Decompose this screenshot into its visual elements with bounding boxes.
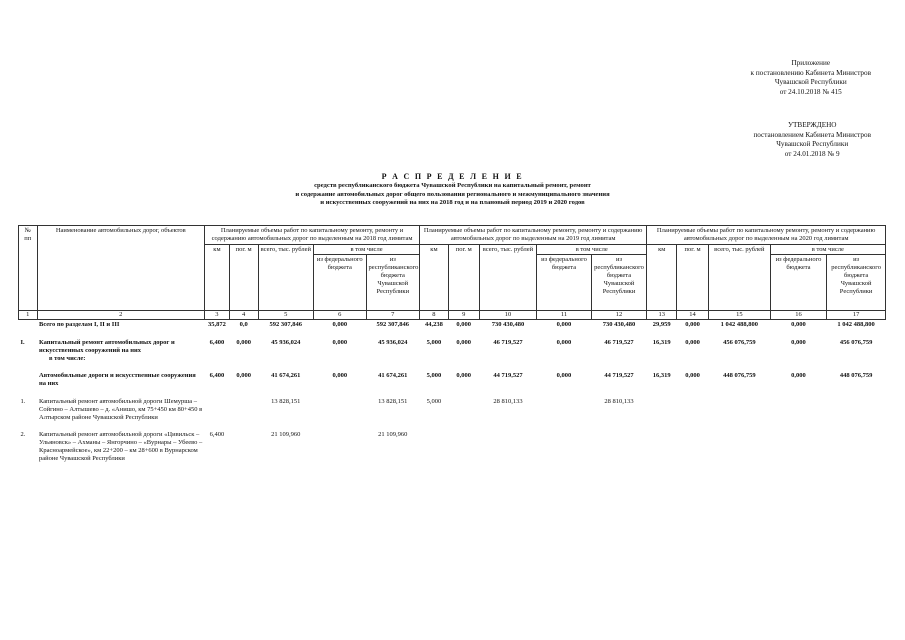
cell-value [647, 430, 677, 463]
row-name: Всего по разделам I, II и III [39, 321, 120, 329]
header-federal-2018: из федерального бюджета [314, 255, 366, 311]
table-row-roads [19, 371, 886, 389]
header-republic-2018: из республиканского бюджета Чувашской Республики [366, 255, 420, 311]
document-title: Р А С П Р Е Д Е Л Е Н И Е [381, 172, 524, 181]
cell-value: 41 674,261 [271, 372, 301, 380]
cell-value: 0,0 [239, 321, 248, 329]
cell-value: 6,400 [209, 338, 225, 346]
cell-value [677, 430, 709, 463]
header-federal-2019: из федерального бюджета [537, 255, 591, 311]
header-period-2019: Планируемые объемы работ по капитальному ремонту, ремонту и содержанию автомобильных дорог по выделенным на 2019 год лимитам [420, 226, 647, 245]
approved-block [753, 121, 871, 159]
column-number: 4 [229, 311, 258, 320]
annex-line-2: к постановлению Кабинета Министров [750, 68, 871, 77]
row-number: 1. [20, 397, 26, 405]
approved-line-2: постановлением Кабинета Министров [753, 130, 871, 139]
cell-value [229, 430, 258, 463]
row-name: Капитальный ремонт автомобильной дороги Шемурша – Сойгино – Алтышево – д. «Анишо, км 75+450 км 80+450 в Алтырском районе Чувашской Республики [39, 397, 203, 421]
cell-value: 730 430,480 [602, 321, 636, 329]
cell-value: 456 076,759 [839, 338, 873, 346]
header-total-2019: всего, тыс. рублей [479, 244, 537, 311]
column-number: 9 [448, 311, 479, 320]
table-row-section-1 [19, 338, 886, 363]
header-pm-2018: пог. м [229, 244, 258, 311]
cell-value [708, 430, 770, 463]
cell-value: 29,959 [652, 321, 671, 329]
cell-value: 5,000 [426, 372, 442, 380]
cell-value [537, 397, 591, 422]
row-number [19, 320, 38, 330]
cell-value: 448 076,759 [723, 372, 756, 380]
row-name: Капитальный ремонт автомобильных дорог и искусственных сооружений на них [39, 338, 175, 354]
cell-value: 21 109,960 [378, 431, 408, 439]
cell-value [448, 430, 479, 463]
cell-value [677, 397, 709, 422]
cell-value [537, 430, 591, 463]
annex-line-1: Приложение [791, 59, 831, 67]
table-row-item-1 [19, 397, 886, 422]
cell-value: 0,000 [685, 338, 700, 346]
cell-value [770, 430, 827, 463]
column-number: 7 [366, 311, 420, 320]
header-pm-2019: пог. м [448, 244, 479, 311]
header-no: № пп [19, 226, 38, 311]
row-number: I. [20, 338, 25, 346]
cell-value [314, 397, 366, 422]
subtitle-line-2: и содержание автомобильных дорог общего пользования регионального и межмуниципального значения [295, 190, 610, 198]
column-number: 5 [258, 311, 314, 320]
cell-value: 35,872 [207, 321, 226, 329]
cell-value: 28 810,133 [493, 397, 523, 405]
cell-value: 0,000 [685, 321, 700, 329]
column-number: 8 [420, 311, 449, 320]
cell-value: 16,319 [652, 372, 671, 380]
cell-value: 592 307,846 [269, 321, 303, 329]
approved-line-4: от 24.01.2018 № 9 [784, 149, 840, 158]
cell-value: 0,000 [556, 338, 572, 346]
cell-value: 44 719,527 [493, 372, 523, 380]
document-title-block [0, 171, 905, 208]
cell-value: 13 828,151 [378, 397, 408, 405]
cell-value: 730 430,480 [491, 321, 525, 329]
cell-value: 6,400 [209, 372, 225, 380]
row-number: 2. [20, 431, 26, 439]
header-period-2020: Планируемые объемы работ по капитальному ремонту, ремонту и содержанию автомобильных дорог по выделенным на 2020 год лимитам [647, 226, 886, 245]
column-number: 10 [479, 311, 537, 320]
row-note: в том числе: [49, 354, 86, 362]
cell-value: 0,000 [236, 372, 251, 380]
cell-value: 0,000 [236, 338, 251, 346]
approved-line-1: УТВЕРЖДЕНО [787, 121, 837, 129]
cell-value: 21 109,960 [271, 431, 301, 439]
header-including-2019: в том числе [537, 244, 647, 255]
header-period-2018: Планируемые объемы работ по капитальному ремонту, ремонту и содержанию автомобильных дорог по выделенным на 2018 год лимитам [205, 226, 420, 245]
cell-value [314, 430, 366, 463]
cell-value: 0,000 [791, 321, 806, 329]
approved-line-3: Чувашской Республики [776, 140, 849, 149]
cell-value [708, 397, 770, 422]
column-number: 11 [537, 311, 591, 320]
allocation-table [18, 225, 886, 464]
cell-value [205, 397, 230, 422]
cell-value: 1 042 488,800 [837, 321, 875, 329]
cell-value: 28 810,133 [604, 397, 634, 405]
cell-value: 13 828,151 [271, 397, 301, 405]
cell-value: 45 936,024 [378, 338, 408, 346]
subtitle-line-1: средств республиканского бюджета Чувашской Республики на капитальный ремонт, ремонт [314, 182, 591, 189]
subtitle-line-3: и искусственных сооружений на них на 2018 год и на плановый период 2019 и 2020 годов [320, 199, 585, 207]
cell-value: 0,000 [791, 372, 806, 380]
cell-value: 44 719,527 [604, 372, 634, 380]
column-number: 2 [37, 311, 205, 320]
header-including-2020: в том числе [770, 244, 885, 255]
column-number: 3 [205, 311, 230, 320]
cell-value: 0,000 [456, 321, 472, 329]
header-federal-2020: из федерального бюджета [770, 255, 827, 311]
cell-value: 41 674,261 [378, 372, 408, 380]
cell-value: 0,000 [332, 321, 348, 329]
cell-value: 16,319 [652, 338, 671, 346]
cell-value: 0,000 [456, 338, 472, 346]
cell-value: 46 719,527 [604, 338, 634, 346]
header-km-2019: км [420, 244, 449, 311]
column-numbers-row [19, 311, 886, 320]
table-row-total [19, 320, 886, 330]
column-number: 13 [647, 311, 677, 320]
column-number: 17 [827, 311, 886, 320]
cell-value: 456 076,759 [723, 338, 756, 346]
cell-value [591, 430, 647, 463]
cell-value: 5,000 [426, 338, 442, 346]
header-republic-2020: из республиканского бюджета Чувашской Республики [827, 255, 886, 311]
cell-value: 6,400 [209, 431, 225, 439]
cell-value: 0,000 [556, 321, 572, 329]
cell-value: 5,000 [426, 397, 442, 405]
cell-value: 592 307,846 [376, 321, 410, 329]
column-number: 16 [770, 311, 827, 320]
header-republic-2019: из республиканского бюджета Чувашской Республики [591, 255, 647, 311]
row-name-cell [37, 338, 205, 363]
header-km-2018: км [205, 244, 230, 311]
cell-value [647, 397, 677, 422]
cell-value: 0,000 [556, 372, 572, 380]
header-total-2020: всего, тыс. рублей [708, 244, 770, 311]
cell-value: 46 719,527 [493, 338, 523, 346]
header-name: Наименование автомобильных дорог, объектов [37, 226, 205, 311]
cell-value: 0,000 [456, 372, 472, 380]
cell-value [420, 430, 449, 463]
row-name: Капитальный ремонт автомобильной дороги «Цивильск – Ульяновск» – Ахманы – Янгорчино – «Вурнары – Убеево – Красноармейское», км 22+200 – км 28+600 в Вурнарском районе Чувашской Республики [39, 431, 203, 462]
column-number: 12 [591, 311, 647, 320]
row-number [19, 371, 38, 389]
annex-block [751, 59, 871, 97]
cell-value [448, 397, 479, 422]
cell-value: 0,000 [791, 338, 806, 346]
cell-value: 448 076,759 [839, 372, 873, 380]
cell-value: 0,000 [332, 338, 348, 346]
header-including-2018: в том числе [314, 244, 420, 255]
cell-value: 0,000 [332, 372, 348, 380]
cell-value: 45 936,024 [271, 338, 301, 346]
header-pm-2020: пог. м [677, 244, 709, 311]
table-row-item-2 [19, 430, 886, 463]
header-km-2020: км [647, 244, 677, 311]
annex-line-3: Чувашской Республики [774, 78, 847, 87]
column-number: 1 [19, 311, 38, 320]
header-total-2018: всего, тыс. рублей [258, 244, 314, 311]
cell-value [229, 397, 258, 422]
column-number: 15 [708, 311, 770, 320]
cell-value [827, 430, 886, 463]
header-row-1 [19, 226, 886, 245]
column-number: 14 [677, 311, 709, 320]
column-number: 6 [314, 311, 366, 320]
annex-line-4: от 24.10.2018 № 415 [779, 87, 842, 96]
cell-value [770, 397, 827, 422]
cell-value [479, 430, 537, 463]
cell-value: 44,238 [424, 321, 443, 329]
cell-value: 0,000 [685, 372, 700, 380]
cell-value: 1 042 488,800 [720, 321, 759, 329]
row-name: Автомобильные дороги и искусственные сооружения на них [39, 372, 196, 388]
cell-value [827, 397, 886, 422]
